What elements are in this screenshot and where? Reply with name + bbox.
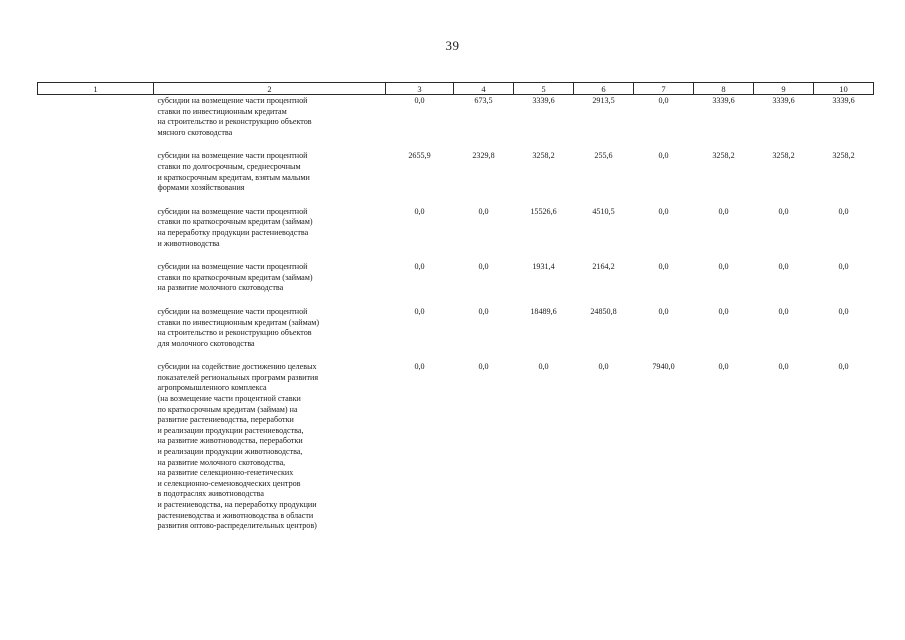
value-cell: 7940,0 bbox=[652, 362, 675, 372]
column-header-5: 5 bbox=[514, 83, 574, 95]
value-cell: 0,0 bbox=[838, 262, 849, 272]
row-description: субсидии на возмещение части процентной ставки по долгосрочным, среднесрочным и краткосрочным кредитам, взятым малыми формами хозяйствования bbox=[157, 151, 310, 193]
value-cell: 2913,5 bbox=[592, 96, 615, 105]
column-header-6: 6 bbox=[574, 83, 634, 95]
value-cell: 0,0 bbox=[778, 262, 789, 272]
table-row bbox=[38, 262, 874, 307]
row-label-cell bbox=[38, 207, 154, 262]
value-cell: 0,0 bbox=[718, 362, 729, 372]
value-cell: 0,0 bbox=[598, 362, 609, 372]
value-cell: 0,0 bbox=[718, 306, 729, 316]
value-cell: 0,0 bbox=[414, 262, 425, 272]
value-cell: 0,0 bbox=[414, 362, 425, 372]
column-header-10: 10 bbox=[814, 83, 874, 95]
value-cell: 0,0 bbox=[478, 306, 489, 316]
value-cell: 255,6 bbox=[594, 151, 613, 161]
value-cell: 0,0 bbox=[838, 206, 849, 216]
value-cell: 0,0 bbox=[718, 262, 729, 272]
column-header-9: 9 bbox=[754, 83, 814, 95]
value-cell: 3339,6 bbox=[832, 96, 855, 105]
value-cell: 3339,6 bbox=[772, 96, 795, 105]
value-cell: 0,0 bbox=[658, 206, 669, 216]
value-cell: 3258,2 bbox=[712, 151, 735, 161]
column-header-2: 2 bbox=[154, 83, 386, 95]
value-cell: 0,0 bbox=[838, 362, 849, 372]
value-cell: 3258,2 bbox=[532, 151, 555, 161]
table-row bbox=[38, 207, 874, 262]
row-description: субсидии на возмещение части процентной ставки по инвестиционным кредитам на строительство и реконструкцию объектов мясного скотоводства bbox=[157, 96, 312, 137]
column-header-4: 4 bbox=[454, 83, 514, 95]
value-cell: 18489,6 bbox=[530, 306, 557, 316]
value-cell: 2329,8 bbox=[472, 151, 495, 161]
value-cell: 3339,6 bbox=[532, 96, 555, 105]
value-cell: 673,5 bbox=[474, 96, 493, 105]
value-cell: 0,0 bbox=[414, 306, 425, 316]
value-cell: 0,0 bbox=[478, 206, 489, 216]
value-cell: 0,0 bbox=[718, 206, 729, 216]
value-cell: 0,0 bbox=[538, 362, 549, 372]
column-header-8: 8 bbox=[694, 83, 754, 95]
header-row bbox=[38, 83, 874, 95]
table-body bbox=[38, 95, 874, 545]
column-header-3: 3 bbox=[386, 83, 454, 95]
budget-table bbox=[37, 82, 874, 545]
value-cell: 0,0 bbox=[658, 306, 669, 316]
table-header bbox=[38, 83, 874, 95]
value-cell: 0,0 bbox=[778, 206, 789, 216]
value-cell: 0,0 bbox=[658, 96, 669, 105]
value-cell: 0,0 bbox=[478, 362, 489, 372]
column-header-1: 1 bbox=[38, 83, 154, 95]
value-cell: 0,0 bbox=[658, 151, 669, 161]
value-cell: 0,0 bbox=[658, 262, 669, 272]
row-label-cell bbox=[38, 307, 154, 362]
value-cell: 24850,8 bbox=[590, 306, 617, 316]
value-cell: 3339,6 bbox=[712, 96, 735, 105]
table-row bbox=[38, 95, 874, 152]
row-label-cell bbox=[38, 362, 154, 545]
value-cell: 3258,2 bbox=[832, 151, 855, 161]
row-description: субсидии на возмещение части процентной ставки по краткосрочным кредитам (займам) на развитие молочного скотоводства bbox=[157, 262, 313, 293]
row-label-cell bbox=[38, 262, 154, 307]
row-label-cell bbox=[38, 95, 154, 152]
value-cell: 0,0 bbox=[778, 306, 789, 316]
value-cell: 2164,2 bbox=[592, 262, 615, 272]
value-cell: 1931,4 bbox=[532, 262, 555, 272]
page-number: 39 bbox=[445, 38, 460, 53]
table-row bbox=[38, 307, 874, 362]
row-description: субсидии на возмещение части процентной ставки по краткосрочным кредитам (займам) на переработку продукции растениеводства и животноводства bbox=[157, 206, 313, 248]
value-cell: 0,0 bbox=[478, 262, 489, 272]
table-row bbox=[38, 151, 874, 206]
row-description: субсидии на возмещение части процентной ставки по инвестиционным кредитам (займам) на строительство и реконструкцию объектов для молочного скотоводства bbox=[157, 306, 320, 348]
value-cell: 0,0 bbox=[838, 306, 849, 316]
value-cell: 0,0 bbox=[414, 96, 425, 105]
table-row bbox=[38, 362, 874, 545]
value-cell: 4510,5 bbox=[592, 206, 615, 216]
row-description: субсидии на содействие достижению целевых показателей региональных программ развития агропромышленного комплекса (на возмещение части процентной ставки по краткосрочным кредитам (займам) на развитие растениеводства, переработки и реализации продукции растениеводства, на развитие животноводства, переработки и реализации продукции животноводства, на развитие молочного скотоводства, на развитие селекционно-генетических и селекционно-семеноводческих центров в подотраслях животноводства и растениеводства, на переработку продукции растениеводства и животноводства в области развития оптово-распределительных центров) bbox=[157, 362, 319, 531]
value-cell: 2655,9 bbox=[408, 151, 431, 161]
value-cell: 0,0 bbox=[414, 206, 425, 216]
value-cell: 15526,6 bbox=[530, 206, 557, 216]
row-label-cell bbox=[38, 151, 154, 206]
value-cell: 3258,2 bbox=[772, 151, 795, 161]
column-header-7: 7 bbox=[634, 83, 694, 95]
value-cell: 0,0 bbox=[778, 362, 789, 372]
